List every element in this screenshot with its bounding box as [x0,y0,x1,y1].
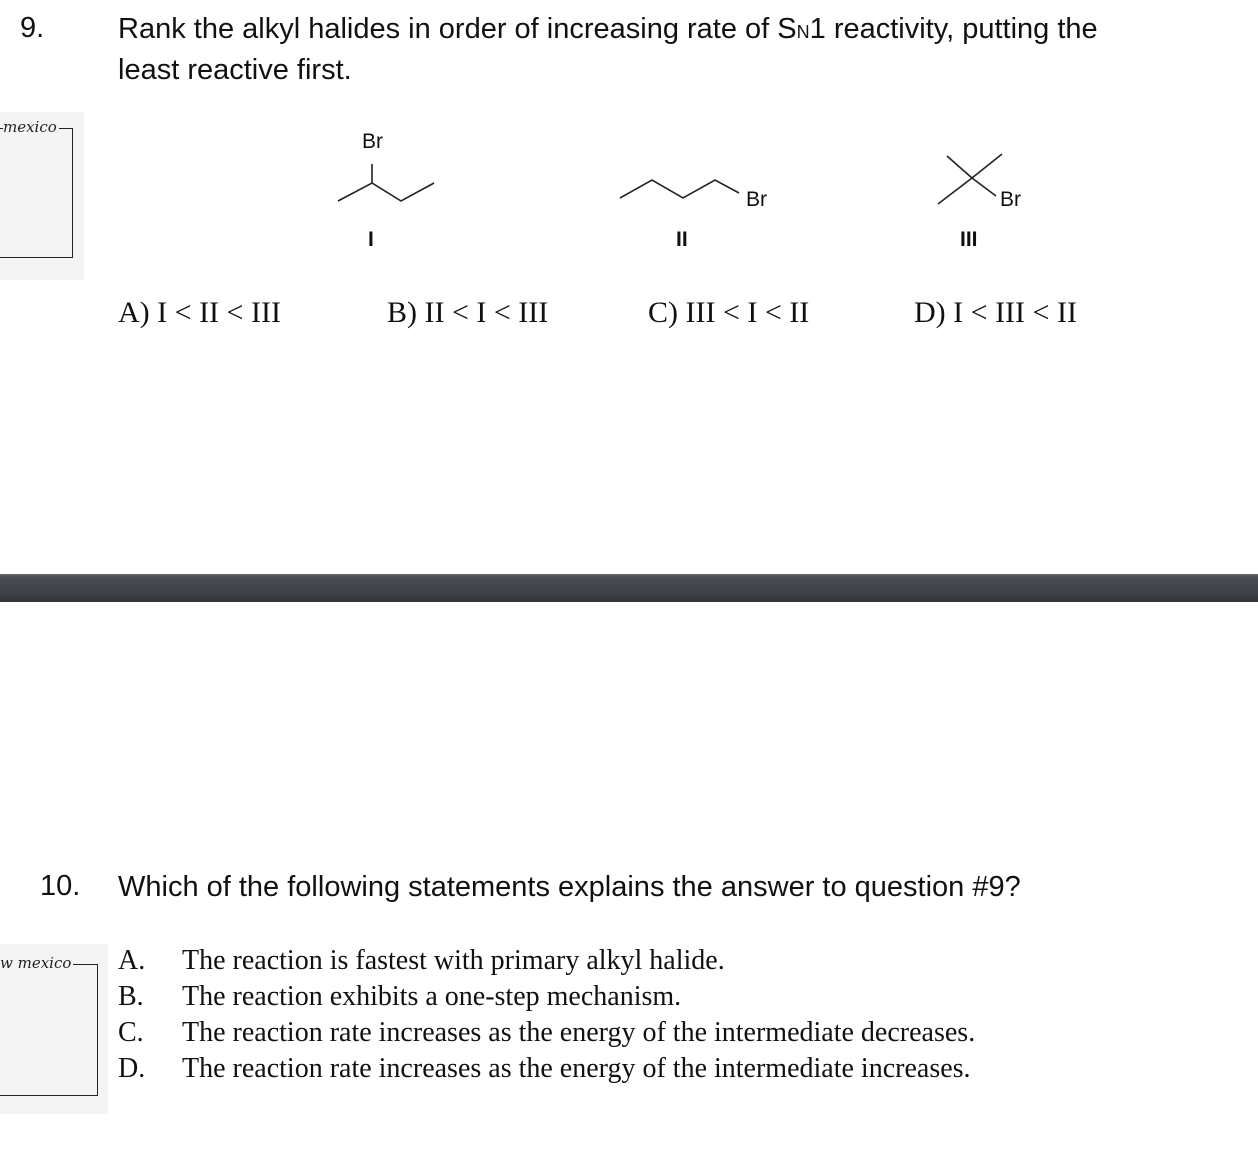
molecule-III-structure [930,148,1010,212]
molecule-I-chain [338,183,434,201]
question-9-text-b: 1 reactivity, putting the [809,13,1098,45]
q9-choice-a[interactable]: A) I < II < III [118,296,281,329]
molecule-III-methyl-1 [972,154,1002,178]
option-letter: D. [118,1053,146,1084]
option-text: The reaction rate increases as the energy of the intermediate decreases. [182,1017,976,1048]
sticky-note-label[interactable]: mexico [3,118,57,136]
question-9-text [118,10,1248,89]
molecule-III-methyl-3 [938,178,972,204]
q10-option-a[interactable] [118,944,1238,980]
option-text: The reaction exhibits a one-step mechanism. [182,981,682,1012]
option-letter: C. [118,1017,144,1048]
molecule-II-structure [615,170,755,210]
question-9-number: 9. [20,12,45,44]
question-9-text-line2: least reactive first. [118,54,352,86]
molecule-I-br-label: Br [362,130,383,153]
question-9-text-a: Rank the alkyl halides in order of increasing rate of S [118,13,797,45]
question-10-number: 10. [40,870,81,902]
sticky-note-label[interactable]: w mexico [0,954,72,972]
q9-choice-b[interactable]: B) II < I < III [387,296,549,329]
molecule-I-numeral: I [368,228,374,251]
question-9-subscript: N [796,22,810,42]
molecule-I-structure [330,160,450,220]
question-10-text: Which of the following statements explains the answer to question #9? [118,871,1021,903]
sticky-note-q10 [0,944,108,1114]
molecule-III-numeral: III [960,228,978,251]
q10-option-b[interactable] [118,980,1238,1016]
option-letter: B. [118,981,144,1012]
molecule-II-numeral: II [676,228,688,251]
option-letter: A. [118,945,146,976]
sticky-note-box [0,964,98,1096]
q9-choice-c[interactable]: C) III < I < II [648,296,810,329]
section-divider [0,574,1258,602]
sticky-note-q9 [0,112,84,280]
q10-options [118,944,1238,1088]
q10-option-c[interactable] [118,1016,1238,1052]
molecule-III-c-br-bond [972,178,996,196]
q10-option-d[interactable] [118,1052,1238,1088]
q9-choice-d[interactable]: D) I < III < II [914,296,1077,329]
sticky-note-box [0,128,73,258]
molecule-III-methyl-2 [947,156,972,178]
molecule-II-br-label: Br [746,188,767,211]
molecule-III-br-label: Br [1000,188,1021,211]
molecule-II-chain [620,180,739,198]
option-text: The reaction rate increases as the energy of the intermediate increases. [182,1053,971,1084]
option-text: The reaction is fastest with primary alkyl halide. [182,945,725,976]
